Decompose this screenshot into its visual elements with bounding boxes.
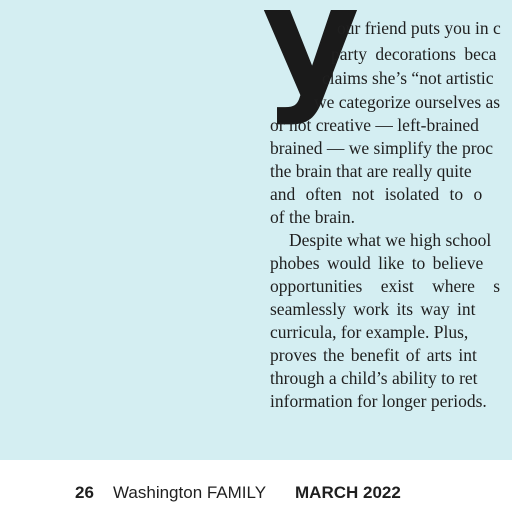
drop-cap: y [262, 0, 356, 128]
article-line: brained — we simplify the proc [270, 138, 494, 158]
article-line: of the brain. [270, 207, 356, 227]
article-line: claims she’s “not artistic [322, 68, 494, 88]
article-line: phobes would like to believe [270, 253, 484, 273]
article-line: opportunities exist where s [270, 276, 501, 296]
article-line: and often not isolated to o [270, 184, 483, 204]
article-line: proves the benefit of arts int [270, 345, 477, 365]
article-line: seamlessly work its way int [270, 299, 476, 319]
article-line: the brain that are really quite [270, 161, 472, 181]
article-line: information for longer periods. [270, 391, 487, 411]
article-line: our friend puts you in c [337, 18, 501, 38]
article-line: party decorations beca [331, 44, 497, 64]
article-line: or not creative — left-brained [270, 115, 479, 135]
article-line: Despite what we high school [289, 230, 492, 250]
page-number: 26 [75, 483, 94, 502]
article-line: we categorize ourselves as [314, 92, 501, 112]
issue-date: MARCH 2022 [295, 483, 401, 502]
article-line: curricula, for example. Plus, [270, 322, 469, 342]
publication-name: Washington FAMILY [113, 483, 267, 502]
article-line: through a child’s ability to ret [270, 368, 478, 388]
